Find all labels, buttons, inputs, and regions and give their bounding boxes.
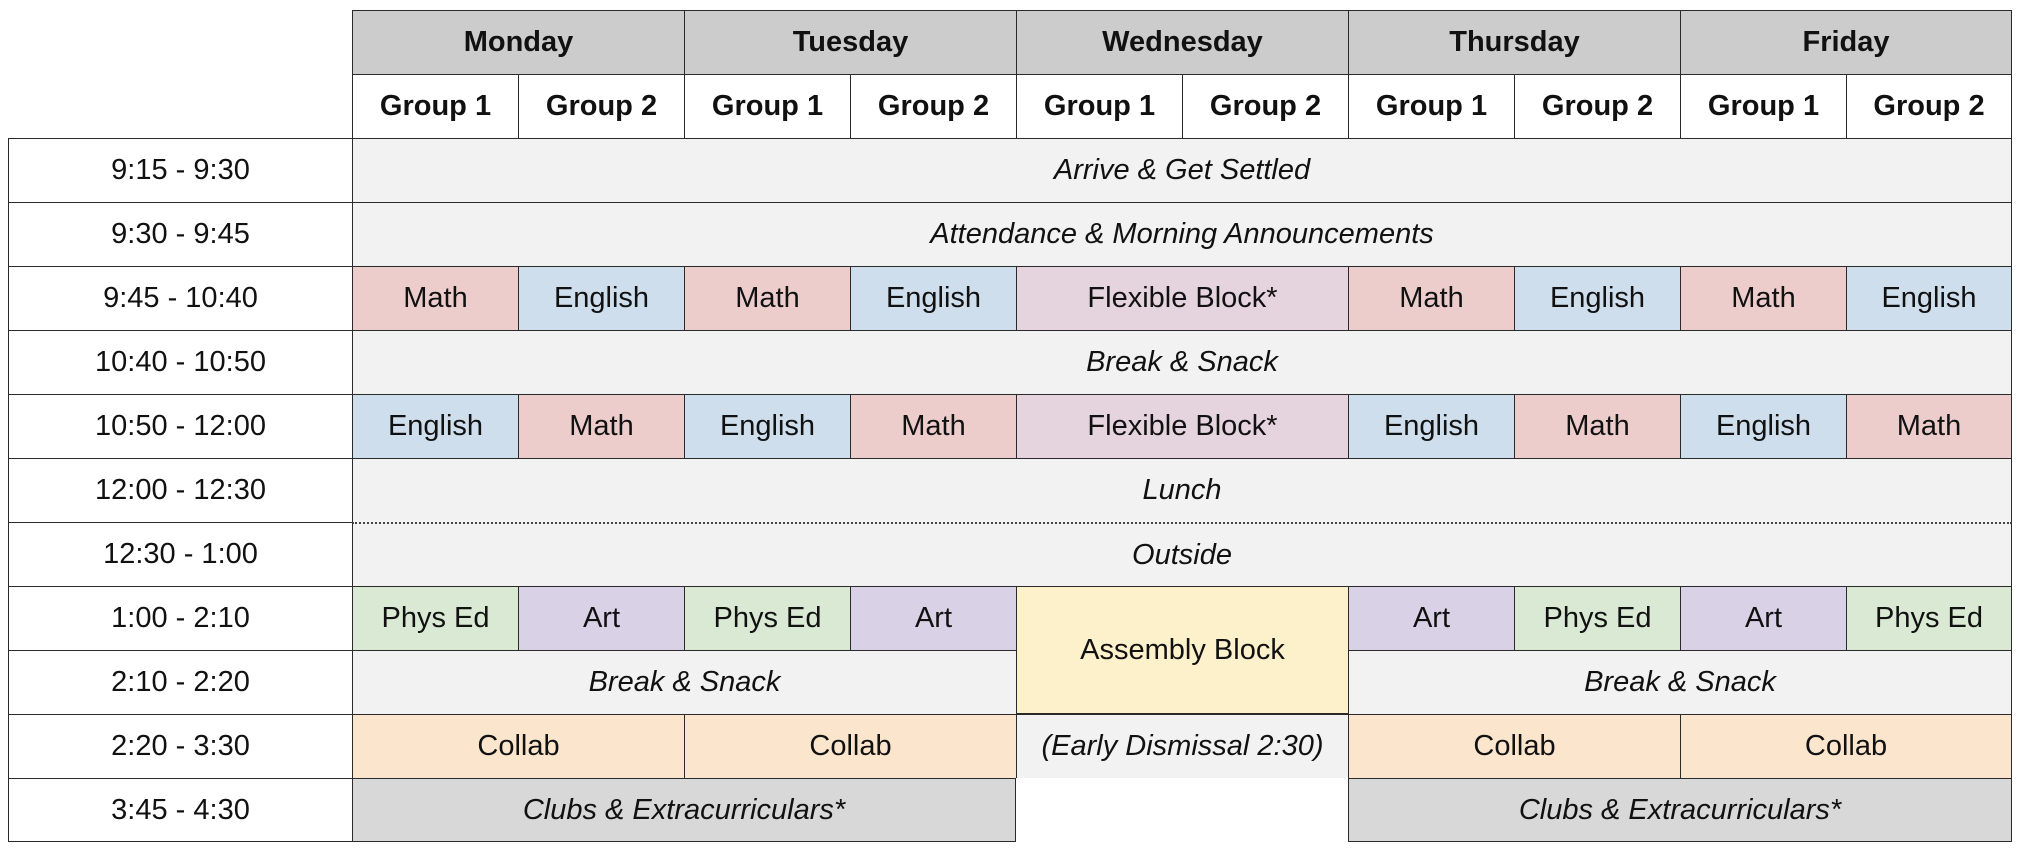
day-header-tuesday: Tuesday bbox=[684, 10, 1016, 74]
time-slot: 3:45 - 4:30 bbox=[8, 778, 352, 842]
phys-ed-class: Phys Ed bbox=[1846, 586, 2012, 650]
math-class: Math bbox=[352, 266, 518, 330]
english-class: English bbox=[1514, 266, 1680, 330]
math-class: Math bbox=[1348, 266, 1514, 330]
collab-block: Collab bbox=[352, 714, 684, 778]
flexible-block: Flexible Block* bbox=[1016, 394, 1348, 458]
time-slot: 9:30 - 9:45 bbox=[8, 202, 352, 266]
math-class: Math bbox=[1846, 394, 2012, 458]
group-header: Group 1 bbox=[1348, 74, 1514, 138]
lunch-block: Lunch bbox=[352, 458, 2012, 522]
collab-block: Collab bbox=[684, 714, 1016, 778]
time-slot: 12:00 - 12:30 bbox=[8, 458, 352, 522]
day-header-thursday: Thursday bbox=[1348, 10, 1680, 74]
group-header: Group 1 bbox=[352, 74, 518, 138]
math-class: Math bbox=[518, 394, 684, 458]
group-header: Group 2 bbox=[1514, 74, 1680, 138]
phys-ed-class: Phys Ed bbox=[352, 586, 518, 650]
group-header: Group 2 bbox=[1182, 74, 1348, 138]
math-class: Math bbox=[1680, 266, 1846, 330]
clubs-block: Clubs & Extracurriculars* bbox=[1348, 778, 2012, 842]
break-snack-block: Break & Snack bbox=[352, 330, 2012, 394]
group-header: Group 1 bbox=[684, 74, 850, 138]
time-slot: 12:30 - 1:00 bbox=[8, 522, 352, 586]
arrive-block: Arrive & Get Settled bbox=[352, 138, 2012, 202]
english-class: English bbox=[850, 266, 1016, 330]
art-class: Art bbox=[1680, 586, 1846, 650]
day-header-wednesday: Wednesday bbox=[1016, 10, 1348, 74]
break-snack-block: Break & Snack bbox=[1348, 650, 2012, 714]
math-class: Math bbox=[684, 266, 850, 330]
time-slot: 9:15 - 9:30 bbox=[8, 138, 352, 202]
day-header-monday: Monday bbox=[352, 10, 684, 74]
time-slot: 2:20 - 3:30 bbox=[8, 714, 352, 778]
clubs-block: Clubs & Extracurriculars* bbox=[352, 778, 1016, 842]
english-class: English bbox=[352, 394, 518, 458]
collab-block: Collab bbox=[1680, 714, 2012, 778]
time-slot: 1:00 - 2:10 bbox=[8, 586, 352, 650]
math-class: Math bbox=[850, 394, 1016, 458]
outside-block: Outside bbox=[352, 522, 2012, 586]
day-header-friday: Friday bbox=[1680, 10, 2012, 74]
time-slot: 9:45 - 10:40 bbox=[8, 266, 352, 330]
early-dismissal-note: (Early Dismissal 2:30) bbox=[1016, 714, 1348, 778]
group-header: Group 2 bbox=[1846, 74, 2012, 138]
english-class: English bbox=[1680, 394, 1846, 458]
group-header: Group 1 bbox=[1016, 74, 1182, 138]
collab-block: Collab bbox=[1348, 714, 1680, 778]
art-class: Art bbox=[1348, 586, 1514, 650]
flexible-block: Flexible Block* bbox=[1016, 266, 1348, 330]
assembly-block: Assembly Block bbox=[1016, 586, 1348, 714]
attendance-block: Attendance & Morning Announcements bbox=[352, 202, 2012, 266]
english-class: English bbox=[684, 394, 850, 458]
art-class: Art bbox=[518, 586, 684, 650]
math-class: Math bbox=[1514, 394, 1680, 458]
group-header: Group 2 bbox=[850, 74, 1016, 138]
english-class: English bbox=[1846, 266, 2012, 330]
time-slot: 2:10 - 2:20 bbox=[8, 650, 352, 714]
phys-ed-class: Phys Ed bbox=[1514, 586, 1680, 650]
english-class: English bbox=[1348, 394, 1514, 458]
group-header: Group 2 bbox=[518, 74, 684, 138]
time-slot: 10:40 - 10:50 bbox=[8, 330, 352, 394]
group-header: Group 1 bbox=[1680, 74, 1846, 138]
english-class: English bbox=[518, 266, 684, 330]
phys-ed-class: Phys Ed bbox=[684, 586, 850, 650]
art-class: Art bbox=[850, 586, 1016, 650]
break-snack-block: Break & Snack bbox=[352, 650, 1016, 714]
time-slot: 10:50 - 12:00 bbox=[8, 394, 352, 458]
